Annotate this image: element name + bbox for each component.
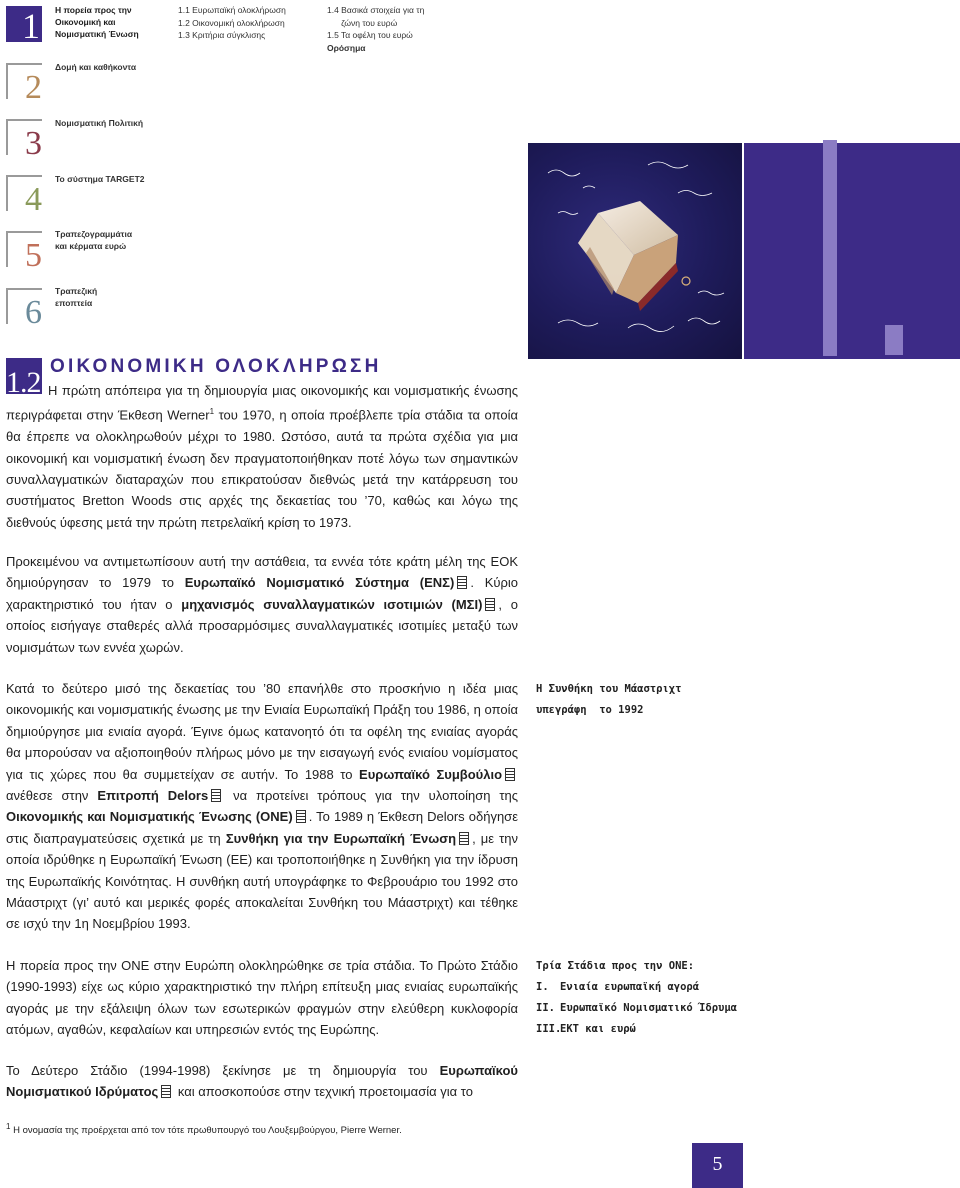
glossary-document-icon[interactable] [459,832,469,845]
glossary-term-european-council[interactable]: Ευρωπαϊκό Συμβούλιο [359,766,503,782]
stage-text: Ενιαία ευρωπαϊκή αγορά [560,981,700,993]
sidebar-item-6[interactable] [6,288,42,331]
label-line: Νομισματική Πολιτική [55,118,144,128]
footnote [6,1122,402,1136]
chapter-number: 1 [22,6,40,46]
sidebar-label-3[interactable] [55,118,143,130]
stage-number: I. [536,981,549,993]
page-number-box [692,1143,743,1188]
glossary-term-delors-committee[interactable]: Επιτροπή Delors [97,788,209,804]
paragraph-1 [6,380,518,533]
footnote-text: Η ονομασία της προέρχεται από τον τότε πρωθυπουργό του Λουξεμβούργου, Pierre Werner. [10,1125,402,1137]
text: . Το 1989 η Έκθεση Delors οδήγησε στις διαπραγματεύσεις σχετικά με τη [6,809,518,846]
chapter-title[interactable] [55,4,139,40]
stage-item [536,977,737,998]
margin-note-stages [536,956,737,1040]
text: , ο οποίος εισήγαγε σταθερές αλλά προσαρμόσιμες συναλλαγματικές ισοτιμίες μεταξύ των νομισμάτων των εννέα χωρών. [6,596,518,655]
glossary-term-emi[interactable]: Ευρωπαϊκού Νομισματικού Ιδρύματος [6,1063,518,1100]
paragraph-2 [6,551,518,658]
text: . Κύριο χαρακτηριστικό του ήταν ο [6,575,518,612]
chapter-title-line: Νομισματική Ένωση [55,29,139,39]
section-number: 1.2 [6,366,41,399]
glossary-document-icon[interactable] [296,810,306,823]
nav-link-1-4-cont[interactable]: ζώνη του ευρώ [327,17,398,28]
sidebar-label-6[interactable] [55,286,97,309]
margin-note-line: Η Συνθήκη του Μάαστριχτ [536,683,682,695]
chapter-number-box[interactable] [6,6,42,46]
chapter-number: 4 [25,181,42,218]
sidebar-label-5[interactable] [55,229,132,252]
glossary-term-erm[interactable]: μηχανισμός συναλλαγματικών ισοτιμιών (ΜΣΙ) [181,596,483,612]
page-number: 5 [712,1153,723,1175]
stage-number: III. [536,1023,562,1035]
glossary-term-eu-treaty[interactable]: Συνθήκη για την Ευρωπαϊκή Ένωση [225,830,457,846]
sidebar-label-2[interactable] [55,62,136,74]
nav-link-1-2[interactable]: 1.2 Οικονομική ολοκλήρωση [178,17,285,28]
stage-item [536,1019,737,1040]
stage-text: Ευρωπαϊκό Νομισματικό Ίδρυμα [560,1002,738,1014]
glossary-document-icon[interactable] [161,1085,171,1098]
label-line: Δομή και καθήκοντα [55,62,137,72]
stage-text: ΕΚΤ και ευρώ [560,1023,636,1035]
book-signatures-photo [528,143,742,359]
text: Η πρώτη απόπειρα για τη δημιουργία μιας οικονομικής και νομισματικής ένωσης περιγράφεται στην Έκθεση Werner [6,383,518,423]
stage-number: II. [536,1002,555,1014]
sidebar-item-4[interactable] [6,175,42,218]
margin-note-line: υπεγράφη το 1992 [536,704,644,716]
text: Το Δεύτερο Στάδιο (1994-1998) ξεκίνησε με τη δημιουργία του [6,1063,440,1078]
chapter-number: 5 [25,237,42,274]
chapter-number: 2 [25,69,42,106]
sidebar-item-3[interactable] [6,119,42,162]
subsection-nav-col2 [327,4,424,54]
decorative-bar-short [885,325,903,355]
label-line: Τραπεζική [55,286,98,296]
label-line: Το σύστημα TARGET2 [55,174,145,184]
nav-link-1-1[interactable]: 1.1 Ευρωπαϊκή ολοκλήρωση [178,5,286,15]
nav-link-1-5[interactable]: 1.5 Τα οφέλη του ευρώ [327,30,413,40]
sidebar-item-2[interactable] [6,63,42,106]
decorative-purple-block [744,143,960,359]
subsection-nav-col1 [178,4,286,42]
footnote-mark: 1 [6,1122,11,1131]
label-line: εποπτεία [55,297,93,308]
glossary-term-ems[interactable]: Ευρωπαϊκό Νομισματικό Σύστημα (ΕΝΣ) [184,575,455,591]
chapter-number: 6 [25,294,42,331]
paragraph-5 [6,1060,518,1103]
label-line: και κέρματα ευρώ [55,240,127,251]
glossary-document-icon[interactable] [505,768,515,781]
glossary-term-emu[interactable]: Οικονομικής και Νομισματικής Ένωσης (ΟΝΕ) [6,809,293,825]
footnote-ref[interactable]: 1 [209,407,215,417]
sidebar-label-4[interactable] [55,174,145,186]
text: ανέθεσε στην [6,788,98,804]
text: Προκειμένου να αντιμετωπίσουν αυτή την αστάθεια, τα εννέα τότε κράτη μέλη της ΕΟΚ δημιούργησαν το 1979 το [6,554,518,591]
text: , με την οποία ιδρύθηκε η Ευρωπαϊκή Ένωση (ΕΕ) και τροποποιήθηκε η Συνθήκη για την ίδρυση της Ευρωπαϊκής Κοινότητας. Η συνθήκη αυτή υπογράφηκε το Φεβρουάριο του 1992 στο Μάαστριχτ (γι’ αυτό και μερικές φορές αποκαλείται Συνθήκη του Μάαστριχτ) και τέθηκε σε ισχύ την 1η Νοεμβρίου 1993. [6,830,518,932]
text: του 1970, η οποία προέβλεπε τρία στάδια τα οποία θα έπρεπε να ολοκληρωθούν μέχρι το 1980. Ωστόσο, αυτά τα πρώτα σχέδια για μια οικονομική και νομισματική ένωση δεν πραγματοποιήθηκαν ποτέ λόγω των σημαντικών συναλλαγματικών διαταραχών που επικρατούσαν διεθνώς μετά την κατάρρευση του συστήματος Bretton Woods στις αρχές της δεκαετίας του ’70, καθώς και λόγω της διεθνούς ύφεσης μετά την πρώτη πετρελαϊκή κρίση το 1973. [6,407,518,530]
stages-list [536,977,737,1040]
text: να προτείνει τρόπους για την υλοποίηση της [224,788,519,804]
chapter-number: 3 [25,125,42,162]
chapter-title-line: Οικονομική και [55,17,116,27]
stages-title: Τρία Στάδια προς την ΟΝΕ: [536,960,695,972]
margin-note-maastricht [536,679,681,721]
chapter-title-line: Η πορεία προς την [55,5,132,15]
decorative-bar-tall [823,140,837,356]
text: Κατά το δεύτερο μισό της δεκαετίας του ’80 επανήλθε στο προσκήνιο η ιδέα μιας οικονομικής και νομισματικής ένωσης με την Ενιαία Ευρωπαϊκή Πράξη του 1986, η οποία δημιούργησε μια ενιαία αγορά. Έγινε όμως κατανοητό ότι τα οφέλη της ενιαίας αγοράς θα μπορούσαν να αξιοποιηθούν πλήρως μόνο με την εισαγωγή ενός ενιαίου νομίσματος για τις χώρες που θα συμμετείχαν σε αυτήν. Το 1988 το [6,681,518,782]
paragraph-4: Η πορεία προς την ΟΝΕ στην Ευρώπη ολοκληρώθηκε σε τρία στάδια. Το Πρώτο Στάδιο (1990-1993) είχε ως κύριο χαρακτηριστικό την πλήρη επίτευξη μιας ενιαίας ευρωπαϊκής αγοράς με την εξάλειψη όλων των εσωτερικών φραγμών στην ελεύθερη κυκλοφορία ατόμων, αγαθών, κεφαλαίων και υπηρεσιών εντός της Ευρώπης. [6,958,518,1038]
section-heading: ΟΙΚΟΝΟΜΙΚΗ ΟΛΟΚΛΗΡΩΣΗ [50,356,382,377]
nav-link-1-3[interactable]: 1.3 Κριτήρια σύγκλισης [178,30,266,40]
glossary-document-icon[interactable] [457,576,467,589]
stage-item [536,998,737,1019]
label-line: Τραπεζογραμμάτια [55,229,133,239]
text: και αποσκοπούσε στην τεχνική προετοιμασία για το [174,1084,473,1100]
glossary-document-icon[interactable] [211,789,221,802]
nav-link-milestones[interactable]: Ορόσημα [327,42,366,53]
paragraph-3 [6,678,518,935]
nav-link-1-4[interactable]: 1.4 Βασικά στοιχεία για τη [327,5,425,15]
open-book-illustration [528,143,742,359]
glossary-document-icon[interactable] [485,598,495,611]
sidebar-item-5[interactable] [6,231,42,274]
